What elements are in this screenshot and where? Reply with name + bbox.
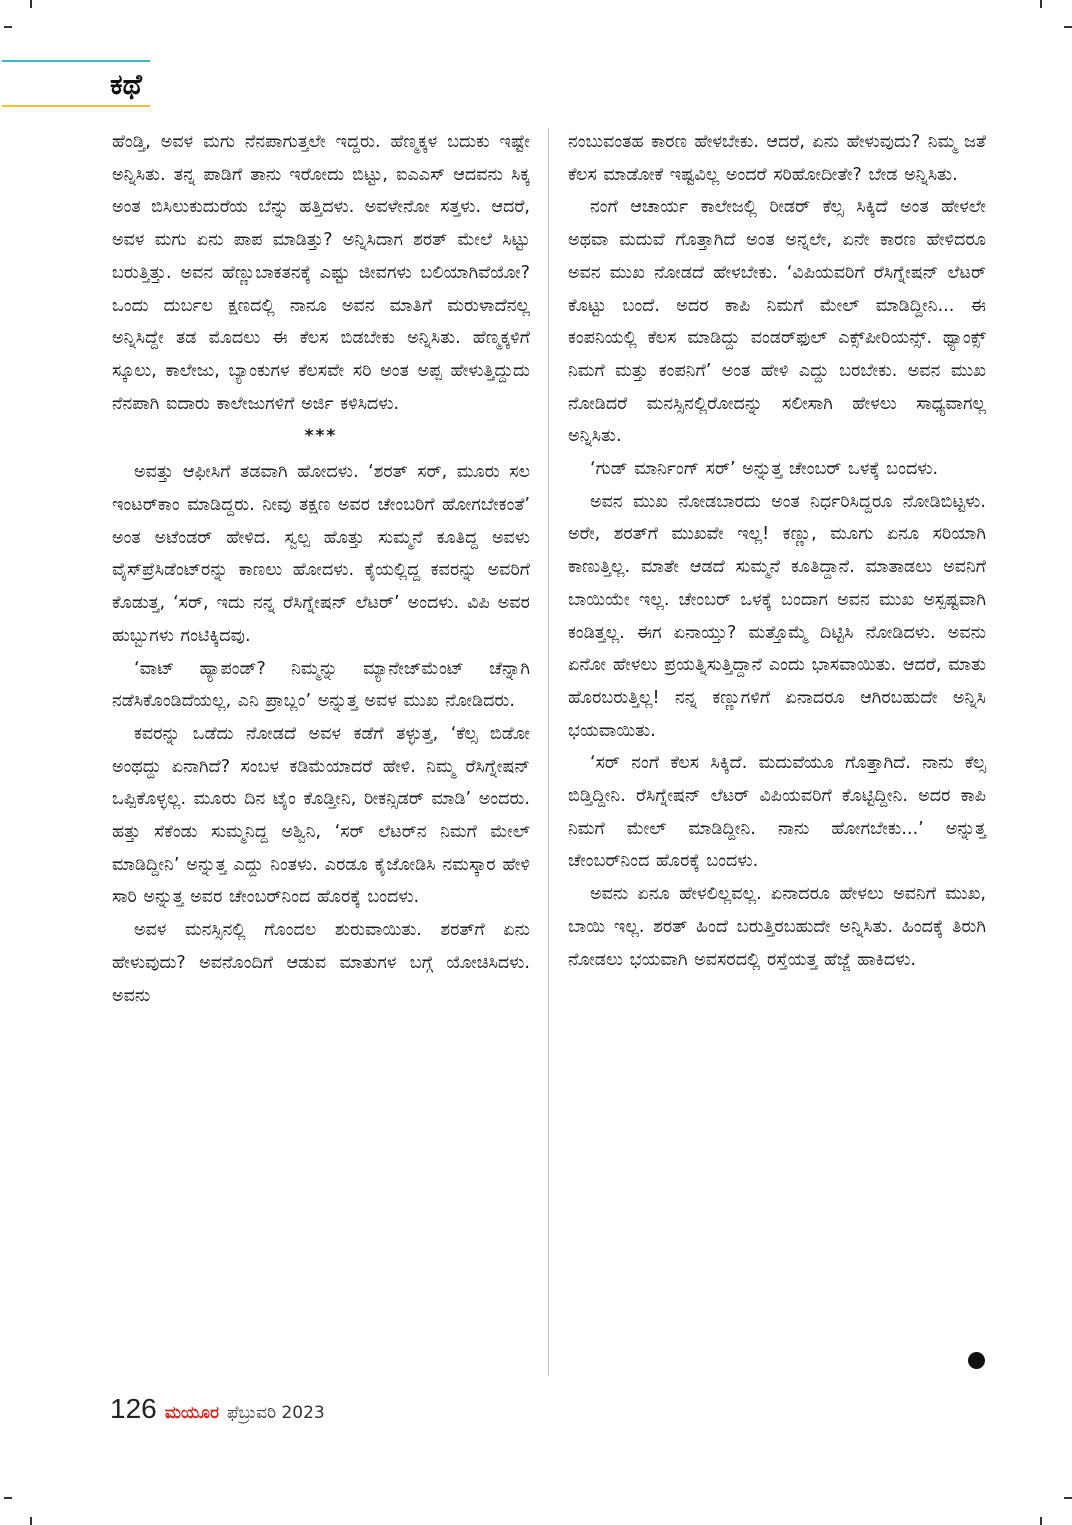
paragraph: ನಂಗೆ ಆಚಾರ್ಯ ಕಾಲೇಜಲ್ಲಿ ರೀಡರ್ ಕೆಲ್ಸ ಸಿಕ್ಕಿದೆ ಅಂತ ಹೇಳಲೇ ಅಥವಾ ಮದುವೆ ಗೊತ್ತಾಗಿದೆ ಅಂತ ಅನ್ನಲೇ, ಏನೇ ಕಾರಣ ಹೇಳಿದರೂ ಅವನ ಮುಖ ನೋಡದೆ ಹೇಳಬೇಕು. ‘ವಿಪಿಯವರಿಗೆ ರೆಸಿಗ್ನೇಷನ್ ಲೆಟರ್ ಕೊಟ್ಟು ಬಂದೆ. ಅದರ ಕಾಪಿ ನಿಮಗೆ ಮೇಲ್ ಮಾಡಿದ್ದೀನಿ... ಈ ಕಂಪನಿಯಲ್ಲಿ ಕೆಲಸ ಮಾಡಿದ್ದು ವಂಡರ್‌ಫುಲ್ ಎಕ್ಸ್‌ಪೀರಿಯನ್ಸ್. ಥ್ಯಾಂಕ್ಸ್ ನಿಮಗೆ ಮತ್ತು ಕಂಪನಿಗೆ’ ಅಂತ ಹೇಳಿ ಎದ್ದು ಬರಬೇಕು. ಅವನ ಮುಖ ನೋಡಿದರೆ ಮನಸ್ಸಿನಲ್ಲಿರೋದನ್ನು ಸಲೀಸಾಗಿ ಹೇಳಲು ಸಾಧ್ಯವಾಗಲ್ಲ ಅನ್ನಿಸಿತು. bbox=[568, 197, 986, 447]
right-column bbox=[568, 126, 986, 976]
crop-mark bbox=[30, 0, 32, 8]
paragraph: ‘ಸರ್ ನಂಗೆ ಕೆಲಸ ಸಿಕ್ಕಿದೆ. ಮದುವೆಯೂ ಗೊತ್ತಾಗಿದೆ. ನಾನು ಕೆಲ್ಸ ಬಿಡ್ತಿದ್ದೀನಿ. ರೆಸಿಗ್ನೇಷನ್ ಲೆಟರ್ ವಿಪಿಯವರಿಗೆ ಕೊಟ್ಟಿದ್ದೀನಿ. ಅದರ ಕಾಪಿ ನಿಮಗೆ ಮೇಲ್ ಮಾಡಿದ್ದೀನಿ. ನಾನು ಹೋಗಬೇಕು...’ ಅನ್ನುತ್ತ ಚೇಂಬರ್‌ನಿಂದ ಹೊರಕ್ಕೆ ಬಂದಳು. bbox=[568, 753, 986, 872]
paragraph: ‘ಗುಡ್ ಮಾರ್ನಿಂಗ್ ಸರ್’ ಅನ್ನುತ್ತ ಚೇಂಬರ್ ಒಳಕ್ಕೆ ಬಂದಳು. bbox=[590, 459, 939, 480]
column-divider bbox=[548, 128, 549, 1376]
section-title: ಕಥೆ bbox=[110, 68, 142, 101]
crop-mark bbox=[4, 26, 12, 28]
paragraph: ಅವನು ಏನೂ ಹೇಳಲಿಲ್ಲವಲ್ಲ. ಏನಾದರೂ ಹೇಳಲು ಅವನಿಗೆ ಮುಖ, ಬಾಯಿ ಇಲ್ಲ. ಶರತ್ ಹಿಂದೆ ಬರುತ್ತಿರಬಹುದೇ ಅನ್ನಿಸಿತು. ಹಿಂದಕ್ಕೆ ತಿರುಗಿ ನೋಡಲು ಭಯವಾಗಿ ಅವಸರದಲ್ಲಿ ರಸ್ತೆಯತ್ತ ಹೆಜ್ಜೆ ಹಾಕಿದಳು. bbox=[568, 884, 986, 970]
paragraph: ಅವನ ಮುಖ ನೋಡಬಾರದು ಅಂತ ನಿರ್ಧರಿಸಿದ್ದರೂ ನೋಡಿಬಿಟ್ಟಳು. ಅರೇ, ಶರತ್‌ಗೆ ಮುಖವೇ ಇಲ್ಲ! ಕಣ್ಣು, ಮೂಗು ಏನೂ ಸರಿಯಾಗಿ ಕಾಣುತ್ತಿಲ್ಲ. ಮಾತೇ ಆಡದೆ ಸುಮ್ಮನೆ ಕೂತಿದ್ದಾನೆ. ಮಾತಾಡಲು ಅವನಿಗೆ ಬಾಯಿಯೇ ಇಲ್ಲ. ಚೇಂಬರ್ ಒಳಕ್ಕೆ ಬಂದಾಗ ಅವನ ಮುಖ ಅಸ್ಪಷ್ಟವಾಗಿ ಕಂಡಿತ್ತಲ್ಲ. ಈಗ ಏನಾಯ್ತು? ಮತ್ತೊಮ್ಮೆ ದಿಟ್ಟಿಸಿ ನೋಡಿದಳು. ಅವನು ಏನೋ ಹೇಳಲು ಪ್ರಯತ್ನಿಸುತ್ತಿದ್ದಾನೆ ಎಂದು ಭಾಸವಾಯಿತು. ಆದರೆ, ಮಾತು ಹೊರಬರುತ್ತಿಲ್ಲ! ನನ್ನ ಕಣ್ಣುಗಳಿಗೆ ಏನಾದರೂ ಆಗಿರಬಹುದೇ ಅನ್ನಿಸಿ ಭಯವಾಯಿತು. bbox=[568, 491, 986, 741]
paragraph: ನಂಬುವಂತಹ ಕಾರಣ ಹೇಳಬೇಕು. ಆದರೆ, ಏನು ಹೇಳುವುದು? ನಿಮ್ಮ ಜತೆ ಕೆಲಸ ಮಾಡೋಕೆ ಇಷ್ಟವಿಲ್ಲ ಅಂದರೆ ಸರಿಹೋದೀತೇ? ಬೇಡ ಅನ್ನಿಸಿತು. bbox=[568, 132, 986, 185]
header-rule-top bbox=[2, 60, 150, 62]
paragraph: ಅವತ್ತು ಆಫೀಸಿಗೆ ತಡವಾಗಿ ಹೋದಳು. ‘ಶರತ್ ಸರ್, ಮೂರು ಸಲ ಇಂಟರ್‌ಕಾಂ ಮಾಡಿದ್ದರು. ನೀವು ತಕ್ಷಣ ಅವರ ಚೇಂಬರಿಗೆ ಹೋಗಬೇಕಂತೆ’ ಅಂತ ಅಟೆಂಡರ್ ಹೇಳಿದ. ಸ್ವಲ್ಪ ಹೊತ್ತು ಸುಮ್ಮನೆ ಕೂತಿದ್ದ ಅವಳು ವೈಸ್‌ಪ್ರೆಸಿಡೆಂಟ್‌ರನ್ನು ಕಾಣಲು ಹೋದಳು. ಕೈಯಲ್ಲಿದ್ದ ಕವರನ್ನು ಅವರಿಗೆ ಕೊಡುತ್ತ, ‘ಸರ್, ಇದು ನನ್ನ ರೆಸಿಗ್ನೇಷನ್ ಲೆಟರ್’ ಅಂದಳು. ವಿಪಿ ಅವರ ಹುಬ್ಬುಗಳು ಗಂಟಿಕ್ಕಿದವು. bbox=[112, 462, 530, 646]
page-footer bbox=[110, 1393, 325, 1425]
crop-mark bbox=[1064, 26, 1072, 28]
paragraph: ಕವರನ್ನು ಒಡೆದು ನೋಡದೆ ಅವಳ ಕಡೆಗೆ ತಳ್ಳುತ್ತ, ‘ಕೆಲ್ಸ ಬಿಡೋ ಅಂಥದ್ದು ಏನಾಗಿದೆ? ಸಂಬಳ ಕಡಿಮೆಯಾದರೆ ಹೇಳಿ. ನಿಮ್ಮ ರೆಸಿಗ್ನೇಷನ್ ಒಪ್ಪಿಕೊಳ್ಳಲ್ಲ. ಮೂರು ದಿನ ಟೈಂ ಕೊಡ್ತೀನಿ, ರೀಕನ್ಸಿಡರ್ ಮಾಡಿ’ ಅಂದರು. ಹತ್ತು ಸೆಕೆಂಡು ಸುಮ್ಮನಿದ್ದ ಅಶ್ವಿನಿ, ‘ಸರ್ ಲೆಟರ್‌ನ ನಿಮಗೆ ಮೇಲ್ ಮಾಡಿದ್ದೀನಿ’ ಅನ್ನುತ್ತ ಎದ್ದು ನಿಂತಳು. ಎರಡೂ ಕೈಜೋಡಿಸಿ ನಮಸ್ಕಾರ ಹೇಳಿ ಸಾರಿ ಅನ್ನುತ್ತ ಅವರ ಚೇಂಬರ್‌ನಿಂದ ಹೊರಕ್ಕೆ ಬಂದಳು. bbox=[112, 723, 530, 908]
crop-mark bbox=[1040, 0, 1042, 8]
header-rule-bottom bbox=[2, 105, 150, 107]
story-end-bullet-icon bbox=[968, 1352, 985, 1369]
magazine-logo: ಮಯೂರ bbox=[164, 1403, 219, 1423]
crop-mark bbox=[1064, 1497, 1072, 1499]
paragraph: ಅವಳ ಮನಸ್ಸಿನಲ್ಲಿ ಗೊಂದಲ ಶುರುವಾಯಿತು. ಶರತ್‌ಗೆ ಏನು ಹೇಳುವುದು? ಅವನೊಂದಿಗೆ ಆಡುವ ಮಾತುಗಳ ಬಗ್ಗೆ ಯೋಚಿಸಿದಳು. ಅವನು bbox=[112, 920, 530, 1006]
issue-date: ಫೆಬ್ರುವರಿ 2023 bbox=[226, 1403, 325, 1423]
paragraph: ‘ವಾಟ್ ಹ್ಯಾಪಂಡ್? ನಿಮ್ಮನ್ನು ಮ್ಯಾನೇಜ್‌ಮೆಂಟ್ ಚೆನ್ನಾಗಿ ನಡೆಸಿಕೊಂಡಿದೆಯಲ್ಲ, ಎನಿ ಪ್ರಾಬ್ಲಂ’ ಅನ್ನುತ್ತ ಅವಳ ಮುಖ ನೋಡಿದರು. bbox=[112, 658, 530, 712]
scene-separator: *** bbox=[304, 426, 338, 447]
page-number: 126 bbox=[110, 1393, 157, 1424]
crop-mark bbox=[4, 1497, 12, 1499]
paragraph: ಹೆಂಡ್ತಿ, ಅವಳ ಮಗು ನೆನಪಾಗುತ್ತಲೇ ಇದ್ದರು. ಹೆಣ್ಮಕ್ಕಳ ಬದುಕು ಇಷ್ಟೇ ಅನ್ನಿಸಿತು. ತನ್ನ ಪಾಡಿಗೆ ತಾನು ಇರೋದು ಬಿಟ್ಟು, ಐಎಎಸ್ ಆದವನು ಸಿಕ್ಕ ಅಂತ ಬಿಸಿಲುಕುದುರೆಯ ಬೆನ್ನು ಹತ್ತಿದಳು. ಅವಳೇನೋ ಸತ್ತಳು. ಆದರೆ, ಅವಳ ಮಗು ಏನು ಪಾಪ ಮಾಡಿತ್ತು? ಅನ್ನಿಸಿದಾಗ ಶರತ್ ಮೇಲೆ ಸಿಟ್ಟು ಬರುತ್ತಿತ್ತು. ಅವನ ಹೆಣ್ಣುಬಾಕತನಕ್ಕೆ ಎಷ್ಟು ಜೀವಗಳು ಬಲಿಯಾಗಿವೆಯೋ? ಒಂದು ದುರ್ಬಲ ಕ್ಷಣದಲ್ಲಿ ನಾನೂ ಅವನ ಮಾತಿಗೆ ಮರುಳಾದೆನಲ್ಲ ಅನ್ನಿಸಿದ್ದೇ ತಡ ಮೊದಲು ಈ ಕೆಲಸ ಬಿಡಬೇಕು ಅನ್ನಿಸಿತು. ಹೆಣ್ಮಕ್ಕಳಿಗೆ ಸ್ಕೂಲು, ಕಾಲೇಜು, ಬ್ಯಾಂಕುಗಳ ಕೆಲಸವೇ ಸರಿ ಅಂತ ಅಪ್ಪ ಹೇಳುತ್ತಿದ್ದುದು ನೆನಪಾಗಿ ಐದಾರು ಕಾಲೇಜುಗಳಿಗೆ ಅರ್ಜಿ ಕಳಿಸಿದಳು. bbox=[112, 132, 530, 414]
crop-mark bbox=[30, 1517, 32, 1525]
left-column bbox=[112, 126, 530, 1012]
crop-mark bbox=[1040, 1517, 1042, 1525]
